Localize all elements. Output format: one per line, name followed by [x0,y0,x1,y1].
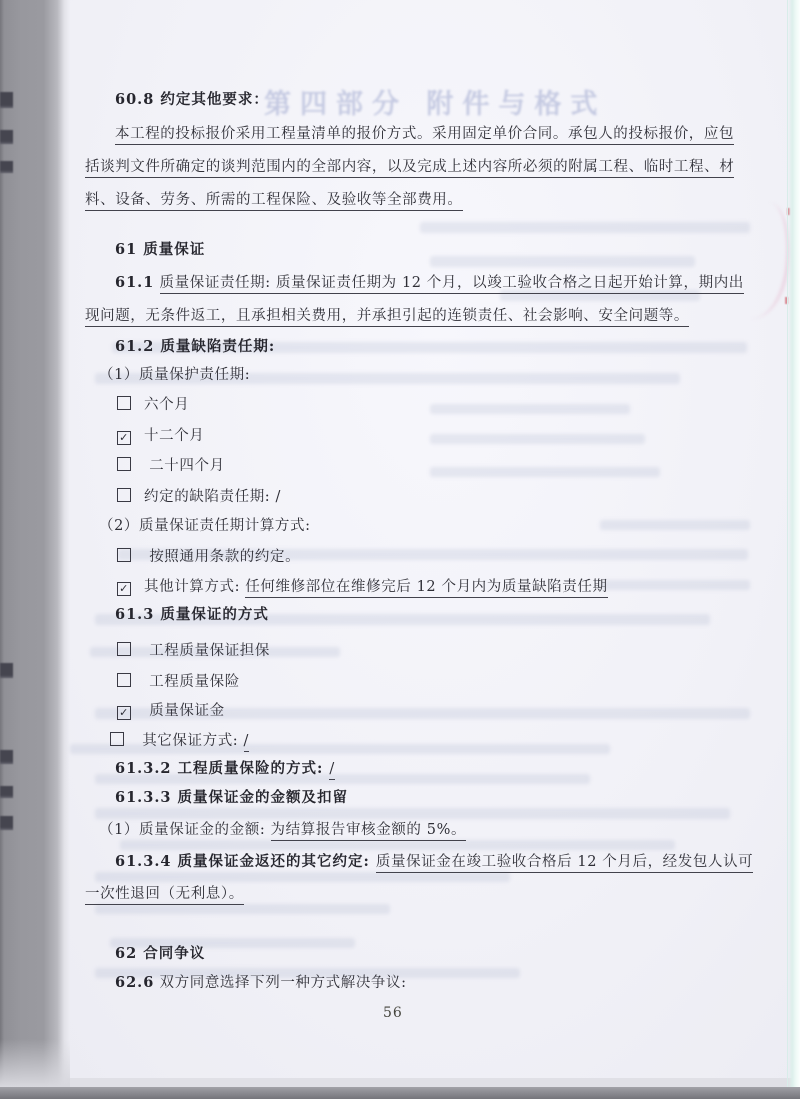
text-run: 二十四个月 [144,458,225,474]
tender-price-paragraph-line-1 [115,122,734,143]
option-other-guarantee [110,729,249,750]
text-run: 质量保证金在竣工验收合格后 12 个月后，经发包人认可 [376,854,753,873]
clause-60-8-heading [115,88,269,109]
tender-price-paragraph-line-2 [85,155,734,176]
option-six-months [117,393,189,414]
empty-checkbox-icon [117,488,131,502]
page-edge-text-fragment [0,786,13,798]
text-run: 工程质量保险的方式: [171,760,330,777]
item-1-retention-amount [99,818,466,839]
empty-checkbox-icon [117,673,131,687]
text-run: 质量保证 [137,241,206,258]
page-edge-text-fragment [0,130,13,144]
text-run: （1）质量保证金的金额: [99,822,271,838]
option-other-calculation [117,575,608,596]
text-run: 61 [115,241,138,258]
text-run: 十二个月 [144,428,205,444]
text-run: （2）质量保证责任期计算方式: [99,518,311,534]
option-twenty-four-months [117,454,225,475]
page-edge-text-fragment [0,663,13,678]
item-1-quality-protection-period [99,363,250,384]
option-quality-retention-money [117,699,225,720]
checked-checkbox-icon: ✓ [117,431,131,445]
text-run: / [244,733,250,752]
page-edge-text-fragment [0,161,13,173]
bleed-through-text-row [420,222,750,233]
red-mark-artifact [785,297,788,304]
clause-61-3-heading [115,603,269,624]
text-run: 质量保证金的金额及扣留 [171,789,349,806]
text-run: 62.6 [115,974,155,991]
page-bottom-edge-shadow [0,1087,800,1099]
empty-checkbox-icon [117,396,131,410]
page-edge-text-fragment [0,750,13,764]
clause-61-1-line-1 [115,271,744,292]
checked-checkbox-icon: ✓ [117,706,131,720]
text-run: 双方同意选择下列一种方式解决争议: [154,975,407,991]
text-run: 约定其他要求： [154,91,269,108]
text-run: 一次性退回（无利息）。 [85,886,244,905]
bleed-through-text-row [600,520,750,530]
bleed-through-header: 第四部分 附件与格式 [264,89,607,120]
text-run: 60.8 [115,91,155,108]
text-run: 61.3 [115,606,155,623]
section-61-heading [115,238,205,259]
text-run: 质量保证责任期: 质量保证责任期为 12 个月，以竣工验收合格之日起开始计算，期内出 [160,275,744,294]
tender-price-paragraph-line-3 [85,188,463,209]
text-run: 按照通用条款的约定。 [144,549,301,565]
text-run: 质量保证金返还的其它约定: [171,853,376,870]
section-62-heading [115,942,205,963]
empty-checkbox-icon [117,548,131,562]
text-run: 61.2 [115,338,155,355]
option-twelve-months [117,424,204,445]
text-run: 本工程的投标报价采用工程量清单的报价方式。采用固定单价合同。承包人的投标报价，应包 [115,126,734,145]
bleed-through-text-row [95,904,390,914]
page-number: 56 [383,1005,403,1021]
clause-61-3-3-heading [115,786,348,807]
text-run: 为结算报告审核金额的 5%。 [271,822,467,841]
text-run: 其他计算方式: [144,579,246,595]
clause-61-3-4-line-1 [115,850,753,871]
text-run: 工程质量保险 [144,674,240,690]
clause-61-3-4-line-2 [85,882,244,903]
text-run: 61.3.3 [115,789,172,806]
empty-checkbox-icon [117,642,131,656]
empty-checkbox-icon [117,457,131,471]
clause-61-3-2 [115,757,335,778]
text-run: 六个月 [144,397,190,413]
clause-61-2-heading [115,335,275,356]
page-right-edge [787,0,800,1099]
bleed-through-text-row [430,434,645,444]
option-general-terms [117,545,300,566]
clause-61-1-line-2 [85,304,689,325]
text-run: 61.3.4 [115,853,172,870]
text-run: 质量保证的方式 [154,606,269,623]
item-2-calculation-method [99,514,311,535]
text-run: / [329,761,335,780]
bleed-through-text-row [95,872,510,882]
option-quality-guarantee [117,639,270,660]
text-run: 61.3.2 [115,760,172,777]
text-run: （1）质量保护责任期: [99,367,251,383]
text-run: 括谈判文件所确定的谈判范围内的全部内容，以及完成上述内容所必须的附属工程、临时工程、材 [85,159,734,178]
clause-62-6 [115,971,407,992]
text-run: 62 [115,945,138,962]
page-edge-text-fragment [0,816,13,830]
empty-checkbox-icon [110,732,124,746]
text-run: 任何维修部位在维修完后 12 个月内为质量缺陷责任期 [245,579,607,598]
text-run: 工程质量保证担保 [144,643,271,659]
text-run: 现问题，无条件返工，且承担相关费用，并承担引起的连锁责任、社会影响、安全问题等。 [85,308,689,327]
text-run [154,275,159,291]
bleed-through-text-row [600,580,750,590]
page-bottom-edge-highlight [0,1078,800,1087]
option-quality-insurance [117,670,240,691]
checked-checkbox-icon: ✓ [117,582,131,596]
text-run: 质量保证金 [144,703,225,719]
option-agreed-defect-period [117,485,281,506]
text-run: 其它保证方式: [137,733,244,749]
text-run: 质量缺陷责任期: [154,338,276,355]
text-run: 合同争议 [137,945,206,962]
bleed-through-text-row [430,404,630,414]
text-run: 料、设备、劳务、所需的工程保险、及验收等全部费用。 [85,192,463,211]
bleed-through-text-row [430,467,660,477]
red-mark-artifact [787,208,790,215]
page-edge-text-fragment [0,92,13,108]
bleed-through-text-row [120,840,675,850]
text-run: 约定的缺陷责任期: / [144,489,281,505]
text-run: 61.1 [115,274,155,291]
bleed-through-text-row [430,256,695,267]
